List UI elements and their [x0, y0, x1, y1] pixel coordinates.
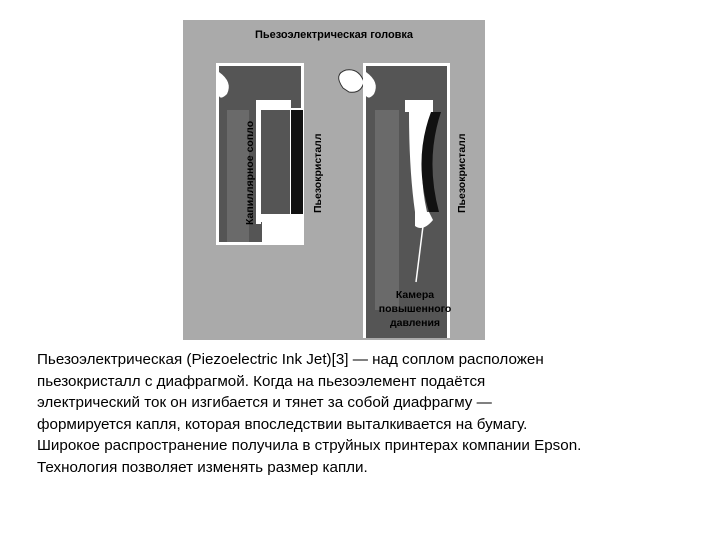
label-chamber-line3: давления	[389, 317, 441, 329]
caption-line: Технология позволяет изменять размер капли.	[37, 458, 368, 476]
label-nozzle: Капиллярное сопло	[244, 120, 256, 225]
caption-line: формируется капля, которая впоследствии выталкивается на бумагу.	[37, 415, 528, 433]
left-head	[216, 63, 304, 245]
diagram-title: Пьезоэлектрическая головка	[254, 29, 414, 41]
left-piezo-crystal	[291, 110, 303, 214]
label-chamber-line2: повышенного	[378, 303, 452, 315]
caption-line: пьезокристалл с диафрагмой. Когда на пьезоэлемент подаётся	[37, 372, 486, 390]
label-crystal-left: Пьезокристалл	[312, 133, 324, 213]
piezo-head-diagram	[183, 20, 485, 340]
caption-line: электрический ток он изгибается и тянет за собой диафрагму —	[37, 394, 492, 411]
caption-line: Пьезоэлектрическая (Piezoelectric Ink Jet)[3] — над соплом расположен	[37, 351, 544, 368]
label-chamber-line1: Камера	[395, 289, 435, 301]
label-crystal-right: Пьезокристалл	[456, 133, 468, 213]
left-channel-bottom	[261, 214, 291, 222]
caption-text	[37, 349, 697, 478]
caption-line: Широкое распространение получила в струйных принтерах компании Epson.	[37, 437, 582, 454]
right-head-stem	[375, 110, 399, 310]
piezo-head-svg	[183, 20, 485, 340]
